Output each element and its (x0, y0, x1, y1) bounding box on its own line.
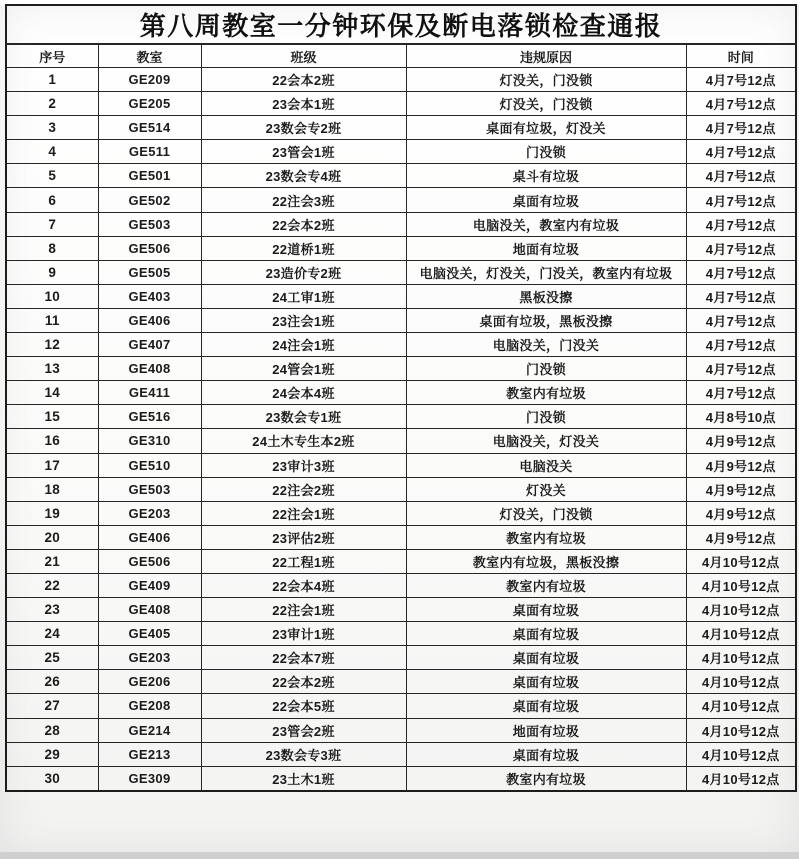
violation-reason-cell: 灯没关，门没锁 (406, 92, 686, 116)
serial-number-cell: 24 (6, 622, 98, 646)
serial-number-cell: 27 (6, 694, 98, 718)
class-name-cell: 22注会3班 (201, 188, 406, 212)
classroom-cell: GE213 (98, 742, 201, 766)
violation-reason-cell: 桌面有垃圾，灯没关 (406, 116, 686, 140)
time-cell: 4月10号12点 (686, 694, 796, 718)
classroom-cell: GE203 (98, 501, 201, 525)
class-name-cell: 22注会1班 (201, 501, 406, 525)
table-body (6, 68, 796, 791)
table-row (6, 92, 796, 116)
class-name-cell: 23管会1班 (201, 140, 406, 164)
classroom-cell: GE209 (98, 68, 201, 92)
time-cell: 4月8号10点 (686, 405, 796, 429)
table-row (6, 333, 796, 357)
serial-number-cell: 6 (6, 188, 98, 212)
serial-number-cell: 17 (6, 453, 98, 477)
classroom-cell: GE406 (98, 525, 201, 549)
class-name-cell: 23土木1班 (201, 766, 406, 791)
time-cell: 4月7号12点 (686, 308, 796, 332)
violation-reason-cell: 电脑没关，教室内有垃圾 (406, 212, 686, 236)
time-cell: 4月10号12点 (686, 766, 796, 791)
classroom-cell: GE505 (98, 260, 201, 284)
classroom-cell: GE516 (98, 405, 201, 429)
violation-reason-cell: 灯没关 (406, 477, 686, 501)
time-cell: 4月9号12点 (686, 501, 796, 525)
class-name-cell: 22道桥1班 (201, 236, 406, 260)
serial-number-cell: 12 (6, 333, 98, 357)
violation-reason-cell: 教室内有垃圾 (406, 381, 686, 405)
time-cell: 4月7号12点 (686, 164, 796, 188)
inspection-report-table (5, 4, 797, 792)
classroom-cell: GE205 (98, 92, 201, 116)
classroom-cell: GE309 (98, 766, 201, 791)
serial-number-cell: 30 (6, 766, 98, 791)
serial-number-cell: 7 (6, 212, 98, 236)
time-cell: 4月10号12点 (686, 598, 796, 622)
time-cell: 4月10号12点 (686, 646, 796, 670)
violation-reason-cell: 灯没关，门没锁 (406, 68, 686, 92)
serial-number-cell: 10 (6, 284, 98, 308)
violation-reason-cell: 桌面有垃圾 (406, 598, 686, 622)
classroom-cell: GE501 (98, 164, 201, 188)
class-name-cell: 24管会1班 (201, 357, 406, 381)
classroom-cell: GE503 (98, 212, 201, 236)
classroom-cell: GE503 (98, 477, 201, 501)
time-cell: 4月10号12点 (686, 573, 796, 597)
time-cell: 4月7号12点 (686, 236, 796, 260)
serial-number-cell: 15 (6, 405, 98, 429)
class-name-cell: 23审计1班 (201, 622, 406, 646)
table-row (6, 68, 796, 92)
class-name-cell: 23数会专2班 (201, 116, 406, 140)
classroom-cell: GE310 (98, 429, 201, 453)
serial-number-cell: 5 (6, 164, 98, 188)
classroom-cell: GE214 (98, 718, 201, 742)
title-row (6, 5, 796, 44)
table-row (6, 357, 796, 381)
class-name-cell: 22注会2班 (201, 477, 406, 501)
time-cell: 4月10号12点 (686, 622, 796, 646)
table-header-row (6, 44, 796, 68)
violation-reason-cell: 电脑没关 (406, 453, 686, 477)
classroom-cell: GE506 (98, 549, 201, 573)
table-row (6, 284, 796, 308)
table-row (6, 501, 796, 525)
class-name-cell: 22会本2班 (201, 670, 406, 694)
page-title: 第八周教室一分钟环保及断电落锁检查通报 (6, 5, 796, 44)
classroom-cell: GE406 (98, 308, 201, 332)
time-cell: 4月7号12点 (686, 140, 796, 164)
table-row (6, 646, 796, 670)
serial-number-cell: 11 (6, 308, 98, 332)
violation-reason-cell: 教室内有垃圾 (406, 573, 686, 597)
table-row (6, 188, 796, 212)
violation-reason-cell: 桌面有垃圾 (406, 646, 686, 670)
class-name-cell: 24会本4班 (201, 381, 406, 405)
time-cell: 4月7号12点 (686, 92, 796, 116)
serial-number-cell: 20 (6, 525, 98, 549)
table-row (6, 718, 796, 742)
classroom-cell: GE403 (98, 284, 201, 308)
serial-number-cell: 18 (6, 477, 98, 501)
class-name-cell: 22会本5班 (201, 694, 406, 718)
violation-reason-cell: 桌面有垃圾 (406, 670, 686, 694)
table-row (6, 670, 796, 694)
classroom-cell: GE502 (98, 188, 201, 212)
classroom-cell: GE411 (98, 381, 201, 405)
table-row (6, 573, 796, 597)
table-row (6, 766, 796, 791)
time-cell: 4月7号12点 (686, 381, 796, 405)
table-row (6, 525, 796, 549)
violation-reason-cell: 教室内有垃圾 (406, 766, 686, 791)
time-cell: 4月7号12点 (686, 260, 796, 284)
time-cell: 4月10号12点 (686, 742, 796, 766)
violation-reason-cell: 桌面有垃圾 (406, 742, 686, 766)
class-name-cell: 22注会1班 (201, 598, 406, 622)
violation-reason-cell: 桌面有垃圾，黑板没擦 (406, 308, 686, 332)
classroom-cell: GE506 (98, 236, 201, 260)
violation-reason-cell: 教室内有垃圾 (406, 525, 686, 549)
violation-reason-cell: 地面有垃圾 (406, 718, 686, 742)
classroom-cell: GE407 (98, 333, 201, 357)
classroom-cell: GE408 (98, 357, 201, 381)
violation-reason-cell: 地面有垃圾 (406, 236, 686, 260)
violation-reason-cell: 教室内有垃圾，黑板没擦 (406, 549, 686, 573)
column-header-class-name: 班级 (201, 44, 406, 68)
table-row (6, 212, 796, 236)
time-cell: 4月9号12点 (686, 429, 796, 453)
serial-number-cell: 23 (6, 598, 98, 622)
class-name-cell: 23会本1班 (201, 92, 406, 116)
classroom-cell: GE511 (98, 140, 201, 164)
class-name-cell: 24土木专生本2班 (201, 429, 406, 453)
class-name-cell: 22会本7班 (201, 646, 406, 670)
class-name-cell: 24注会1班 (201, 333, 406, 357)
table-row (6, 549, 796, 573)
serial-number-cell: 21 (6, 549, 98, 573)
classroom-cell: GE203 (98, 646, 201, 670)
table-row (6, 236, 796, 260)
class-name-cell: 23注会1班 (201, 308, 406, 332)
table-row (6, 429, 796, 453)
violation-reason-cell: 桌面有垃圾 (406, 694, 686, 718)
serial-number-cell: 14 (6, 381, 98, 405)
serial-number-cell: 19 (6, 501, 98, 525)
serial-number-cell: 13 (6, 357, 98, 381)
violation-reason-cell: 门没锁 (406, 405, 686, 429)
classroom-cell: GE409 (98, 573, 201, 597)
time-cell: 4月7号12点 (686, 357, 796, 381)
class-name-cell: 23评估2班 (201, 525, 406, 549)
table-row (6, 164, 796, 188)
column-header-violation-reason: 违规原因 (406, 44, 686, 68)
class-name-cell: 23管会2班 (201, 718, 406, 742)
time-cell: 4月7号12点 (686, 188, 796, 212)
table-row (6, 742, 796, 766)
class-name-cell: 23数会专1班 (201, 405, 406, 429)
class-name-cell: 24工审1班 (201, 284, 406, 308)
time-cell: 4月7号12点 (686, 116, 796, 140)
serial-number-cell: 29 (6, 742, 98, 766)
serial-number-cell: 22 (6, 573, 98, 597)
column-header-time: 时间 (686, 44, 796, 68)
table-row (6, 140, 796, 164)
serial-number-cell: 25 (6, 646, 98, 670)
violation-reason-cell: 桌面有垃圾 (406, 188, 686, 212)
class-name-cell: 23数会专4班 (201, 164, 406, 188)
column-header-serial-number: 序号 (6, 44, 98, 68)
class-name-cell: 23造价专2班 (201, 260, 406, 284)
violation-reason-cell: 电脑没关，灯没关 (406, 429, 686, 453)
table-row (6, 477, 796, 501)
serial-number-cell: 1 (6, 68, 98, 92)
class-name-cell: 22会本2班 (201, 212, 406, 236)
classroom-cell: GE208 (98, 694, 201, 718)
time-cell: 4月7号12点 (686, 284, 796, 308)
classroom-cell: GE510 (98, 453, 201, 477)
time-cell: 4月10号12点 (686, 670, 796, 694)
classroom-cell: GE514 (98, 116, 201, 140)
violation-reason-cell: 灯没关，门没锁 (406, 501, 686, 525)
violation-reason-cell: 门没锁 (406, 140, 686, 164)
photo-edge-strip (0, 852, 799, 859)
classroom-cell: GE405 (98, 622, 201, 646)
serial-number-cell: 2 (6, 92, 98, 116)
violation-reason-cell: 桌面有垃圾 (406, 622, 686, 646)
table-row (6, 622, 796, 646)
serial-number-cell: 4 (6, 140, 98, 164)
class-name-cell: 23审计3班 (201, 453, 406, 477)
time-cell: 4月7号12点 (686, 333, 796, 357)
classroom-cell: GE206 (98, 670, 201, 694)
violation-reason-cell: 电脑没关，门没关 (406, 333, 686, 357)
time-cell: 4月7号12点 (686, 212, 796, 236)
time-cell: 4月10号12点 (686, 718, 796, 742)
class-name-cell: 23数会专3班 (201, 742, 406, 766)
table-row (6, 598, 796, 622)
table-row (6, 453, 796, 477)
time-cell: 4月7号12点 (686, 68, 796, 92)
serial-number-cell: 9 (6, 260, 98, 284)
column-header-classroom: 教室 (98, 44, 201, 68)
table-row (6, 116, 796, 140)
table-row (6, 308, 796, 332)
serial-number-cell: 26 (6, 670, 98, 694)
time-cell: 4月9号12点 (686, 525, 796, 549)
class-name-cell: 22会本2班 (201, 68, 406, 92)
serial-number-cell: 3 (6, 116, 98, 140)
time-cell: 4月9号12点 (686, 477, 796, 501)
table-row (6, 260, 796, 284)
table-row (6, 405, 796, 429)
serial-number-cell: 28 (6, 718, 98, 742)
table-row (6, 381, 796, 405)
violation-reason-cell: 黑板没擦 (406, 284, 686, 308)
serial-number-cell: 8 (6, 236, 98, 260)
class-name-cell: 22工程1班 (201, 549, 406, 573)
time-cell: 4月9号12点 (686, 453, 796, 477)
time-cell: 4月10号12点 (686, 549, 796, 573)
classroom-cell: GE408 (98, 598, 201, 622)
class-name-cell: 22会本4班 (201, 573, 406, 597)
violation-reason-cell: 电脑没关，灯没关，门没关，教室内有垃圾 (406, 260, 686, 284)
serial-number-cell: 16 (6, 429, 98, 453)
table-row (6, 694, 796, 718)
violation-reason-cell: 桌斗有垃圾 (406, 164, 686, 188)
violation-reason-cell: 门没锁 (406, 357, 686, 381)
